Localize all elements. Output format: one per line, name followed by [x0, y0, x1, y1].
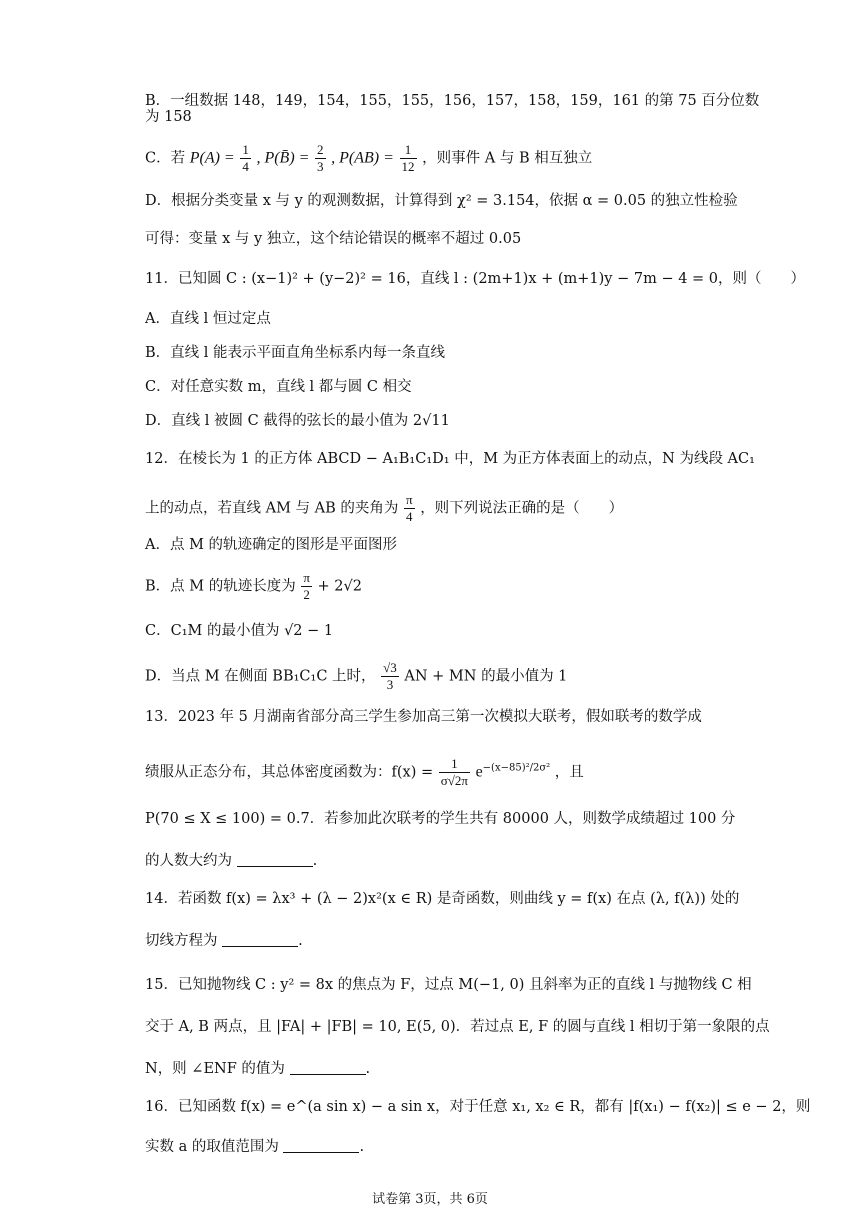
question-15-line-2: 交于 A, B 两点，且 |FA| + |FB| = 10, E(5, 0)．若过点 E, F 的圆与直线 l 相切于第一象限的点 [145, 1019, 770, 1035]
prob-ab-label: , P(AB) = [331, 149, 394, 167]
page-footer: 试卷第 3页，共 6页 [372, 1192, 488, 1207]
q12-b-suffix: + 2√2 [317, 578, 362, 595]
question-13: 13．2023 年 5 月湖南省部分高三学生参加高三第一次模拟大联考，假如联考的数学成 [145, 709, 702, 725]
q12-d-prefix: D．当点 M 在侧面 BB₁C₁C 上时， [145, 668, 376, 685]
fraction-density: $\frac{1}{\sigma√2\pi}$ [440, 756, 468, 788]
option-c-prefix: C．若 [145, 150, 186, 167]
option-c-suffix: ，则事件 A 与 B 相互独立 [422, 150, 593, 167]
question-13-line-2 [145, 756, 584, 789]
question-16: 16．已知函数 f(x) = e^(a sin x) − a sin x，对于任意 x₁, x₂ ∈ R，都有 |f(x₁) − f(x₂)| ≤ e − 2，则 [145, 1099, 811, 1115]
q14-text: 切线方程为 [145, 933, 218, 949]
q12-option-d [145, 660, 567, 693]
q13-text-c: ，且 [554, 764, 584, 781]
question-14: 14．若函数 f(x) = λx³ + (λ − 2)x²(x ∈ R) 是奇函数，则曲线 y = f(x) 在点 (λ, f(λ)) 处的 [145, 891, 740, 907]
q13-text: 的人数大约为 [145, 853, 232, 869]
q12-text-a: 上的动点，若直线 AM 与 AB 的夹角为 [145, 500, 399, 517]
answer-blank [222, 932, 298, 947]
q12-option-c: C．C₁M 的最小值为 √2 − 1 [145, 623, 334, 639]
q11-option-a: A．直线 l 恒过定点 [145, 311, 271, 327]
question-11: 11．已知圆 C : (x−1)² + (y−2)² = 16，直线 l : (2m+1)x + (m+1)y − 7m − 4 = 0，则（ ） [145, 271, 806, 287]
q12-b-prefix: B．点 M 的轨迹长度为 [145, 578, 296, 595]
option-c-line [145, 142, 592, 175]
period: . [365, 1061, 371, 1077]
period: . [359, 1139, 365, 1155]
option-d-text: D．根据分类变量 x 与 y 的观测数据，计算得到 χ² = 3.154，依据 α = 0.05 的独立性检验 [145, 193, 738, 209]
fraction-pb: $\frac{2}{3}$ [317, 142, 324, 174]
question-15-line-3 [145, 1058, 370, 1080]
question-14-line-2 [145, 930, 303, 952]
q12-d-suffix: AN + MN 的最小值为 1 [404, 668, 568, 685]
q13-exp-base: e [475, 763, 483, 781]
q13-exponent: −(x−85)²/2σ² [482, 762, 551, 774]
answer-blank [237, 852, 313, 867]
q16-text: 实数 a 的取值范围为 [145, 1139, 279, 1155]
question-15: 15．已知抛物线 C : y² = 8x 的焦点为 F，过点 M(−1, 0) 且斜率为正的直线 l 与抛物线 C 相 [145, 977, 752, 993]
q11-option-b: B．直线 l 能表示平面直角坐标系内每一条直线 [145, 345, 446, 361]
question-12: 12．在棱长为 1 的正方体 ABCD − A₁B₁C₁D₁ 中，M 为正方体表面上的动点，N 为线段 AC₁ [145, 451, 755, 467]
option-b-continued: 为 158 [145, 109, 192, 125]
q11-option-d: D．直线 l 被圆 C 截得的弦长的最小值为 2√11 [145, 413, 450, 429]
q12-option-a: A．点 M 的轨迹确定的图形是平面图形 [145, 537, 398, 553]
question-13-line-3: P(70 ≤ X ≤ 100) = 0.7．若参加此次联考的学生共有 80000 人，则数学成绩超过 100 分 [145, 811, 736, 827]
period: . [312, 853, 318, 869]
fraction-pi-over-4: $\frac{\pi}{4}$ [406, 492, 413, 524]
prob-b-label: , P(B̄) = [256, 149, 310, 167]
period: . [298, 933, 303, 949]
answer-blank [290, 1060, 366, 1075]
question-16-line-2 [145, 1136, 364, 1158]
prob-a-label: P(A) = [189, 149, 235, 167]
fraction-pi-over-2: $\frac{\pi}{2}$ [303, 570, 310, 602]
option-d-continued: 可得：变量 x 与 y 独立，这个结论错误的概率不超过 0.05 [145, 231, 522, 247]
question-13-line-4 [145, 850, 317, 872]
fraction-pab: $\frac{1}{12}$ [401, 142, 415, 174]
question-12-line-2 [145, 492, 623, 525]
q12-option-b [145, 570, 362, 603]
fraction-pa: $\frac{1}{4}$ [242, 142, 249, 174]
q11-option-c: C．对任意实数 m，直线 l 都与圆 C 相交 [145, 379, 412, 395]
q13-density-label: 绩服从正态分布，其总体密度函数为：f(x) = [145, 764, 434, 781]
fraction-sqrt3-over-3: $\frac{√3}{3}$ [383, 660, 397, 692]
option-b-text: B．一组数据 148，149，154，155，155，156，157，158，159，161 的第 75 百分位数 [145, 93, 760, 109]
q15-text: N，则 ∠ENF 的值为 [145, 1061, 285, 1077]
answer-blank [283, 1138, 359, 1153]
q12-text-b: ，则下列说法正确的是（ ） [420, 500, 624, 517]
